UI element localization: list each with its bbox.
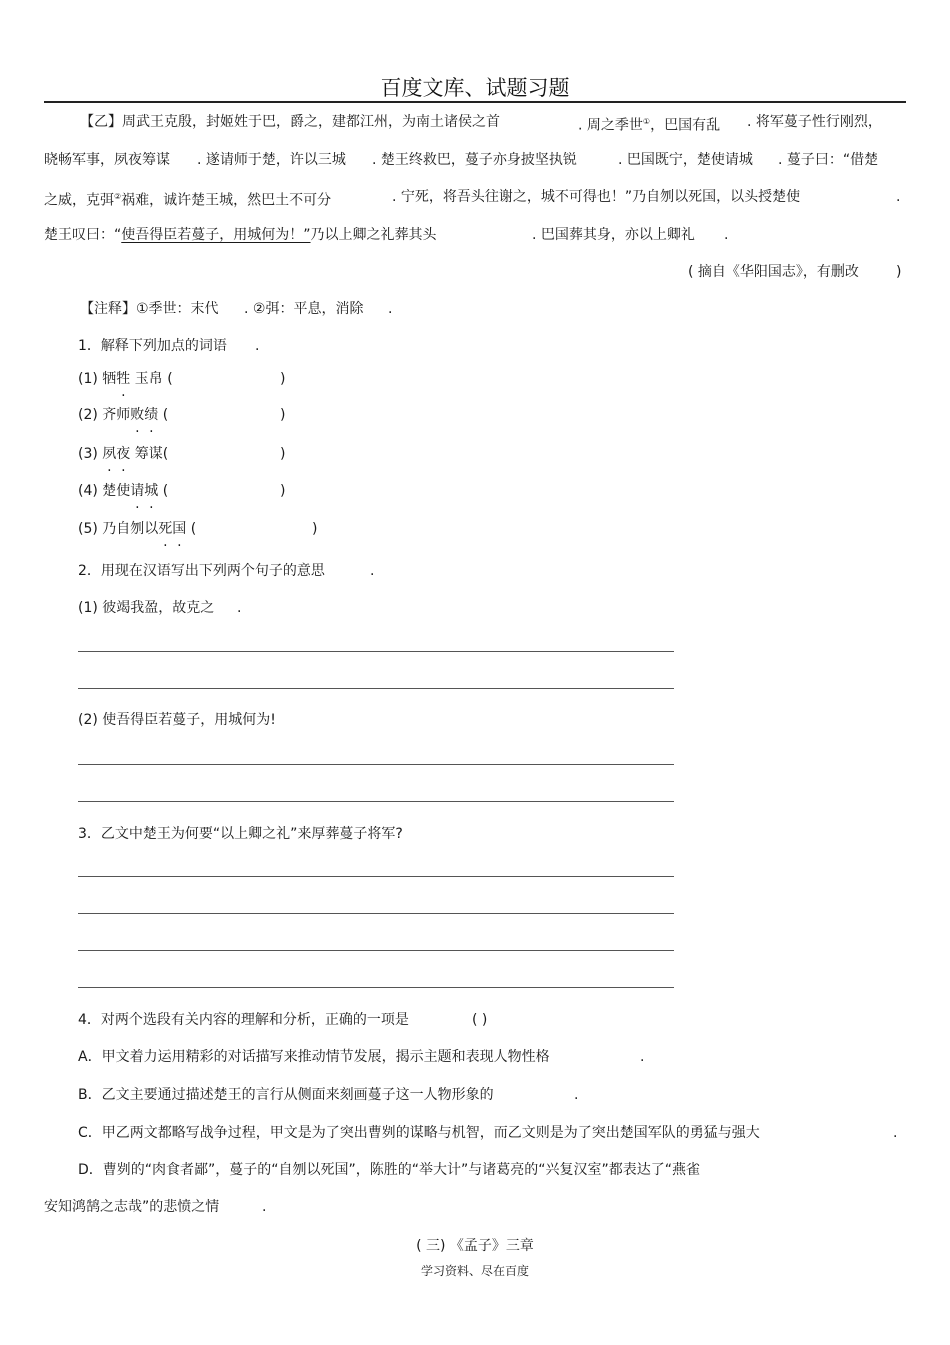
answer-close: ): [280, 483, 286, 499]
passage-text: .: [896, 189, 901, 205]
question-text: 3．乙文中楚王为何要“以上卿之礼”来厚葬蔓子将军?: [78, 826, 403, 842]
option-c-end: .: [893, 1125, 898, 1141]
answer-line[interactable]: [78, 688, 674, 689]
emphasis-dot: 夙: [102, 446, 117, 462]
passage-source-close: [896, 262, 901, 282]
paren-open: (: [167, 371, 173, 387]
option-d-cont: [44, 1197, 219, 1217]
question-text: 2．用现在汉语写出下列两个句子的意思: [78, 563, 325, 579]
source-close: ): [896, 264, 902, 280]
option-c-text: C．甲乙两文都略写战争过程，甲文是为了突出曹刿的谋略与机智，而乙文则是为了突出楚国军队的勇猛与强大: [78, 1125, 760, 1141]
question-1-stem-end: [255, 336, 259, 356]
emphasis-dot: 城: [144, 483, 159, 499]
passage-text: . 楚王终救巴，蔓子亦身披坚执锐: [372, 152, 577, 168]
question-2-sentence-1: [78, 598, 214, 618]
question-2-sentence-1-end: [237, 598, 241, 618]
sentence-text: (1) 彼竭我盈，故克之: [78, 600, 215, 616]
answer-close: ): [280, 407, 286, 423]
answer-close: ): [280, 446, 286, 462]
passage-line-1b: [578, 112, 720, 136]
item-term: 楚使请城: [102, 483, 159, 499]
page-title: 百度文库、试题习题: [380, 76, 570, 100]
passage-text: 晓畅军事，夙夜筹谋: [44, 152, 170, 168]
sentence-text: (2) 使吾得臣若蔓子，用城何为!: [78, 712, 276, 728]
question-4-answer-paren[interactable]: ( ): [472, 1012, 488, 1028]
passage-text: ，巴国有乱: [650, 117, 721, 134]
question-1-item-3: [78, 444, 168, 464]
option-a[interactable]: [78, 1047, 550, 1067]
question-2-sentence-2: [78, 710, 276, 730]
question-1-item-2: [78, 405, 168, 425]
question-2-stem: [78, 561, 325, 581]
option-a-text: A．甲文着力运用精彩的对话描写来推动情节发展，揭示主题和表现人物性格: [78, 1049, 550, 1065]
option-b-text: B．乙文主要通过描述楚王的言行从侧面来刻画蔓子这一人物形象的: [78, 1087, 494, 1103]
option-d[interactable]: [78, 1160, 700, 1180]
passage-line-3b: [392, 187, 800, 207]
passage-line-4b: [532, 225, 695, 245]
answer-line[interactable]: [78, 651, 674, 652]
annotation-text: .: [388, 301, 393, 317]
passage-text: . 巴国既宁，楚使请城: [618, 152, 753, 168]
paren-open: (: [162, 446, 169, 462]
passage-text: 楚王叹曰：“: [44, 227, 122, 243]
option-b-end: .: [574, 1087, 579, 1103]
item-number: (2): [78, 407, 98, 423]
item-number: (3): [78, 446, 98, 462]
emphasis-dot: 绩: [144, 407, 159, 423]
question-2-stem-end: [370, 561, 374, 581]
passage-text: . 蔓子曰：“借楚: [778, 152, 879, 168]
passage-text: .: [724, 227, 729, 243]
source-text: ( 摘自《华阳国志》，有删改: [688, 264, 859, 280]
footnote-ref-2: ②: [114, 192, 122, 201]
passage-text: 乃以上卿之礼葬其头: [310, 227, 437, 243]
passage-text: . 巴国葬其身，亦以上卿礼: [532, 227, 695, 243]
paren-open: (: [162, 483, 169, 499]
item-term: 夙夜 筹谋: [102, 446, 163, 462]
emphasis-dot: 夜: [116, 446, 131, 462]
footer-note: 学习资料、尽在百度: [420, 1264, 529, 1278]
emphasis-dot: 败: [130, 407, 145, 423]
passage-line-1c: [747, 112, 882, 132]
item-term: 乃自刎以死国: [102, 521, 187, 537]
footnote-ref-1: ①: [642, 117, 651, 126]
answer-close: ): [280, 371, 286, 387]
passage-line-2d: [618, 150, 753, 170]
passage-text: 【乙】周武王克殷，封姬姓于巴，爵之，建都江州，为南土诸侯之首: [80, 114, 500, 130]
answer-line[interactable]: [78, 950, 674, 951]
passage-text: 之威，克弭: [44, 192, 114, 209]
item-number: (1): [78, 371, 98, 387]
option-d-text: 安知鸿鹄之志哉”的悲愤之情: [44, 1199, 220, 1215]
question-text: .: [255, 338, 260, 354]
annotation-line: [80, 299, 219, 319]
answer-line[interactable]: [78, 876, 674, 877]
item-number: (4): [78, 483, 98, 499]
item-number: (5): [78, 521, 98, 537]
passage-line-2a: [44, 150, 170, 170]
answer-line[interactable]: [78, 913, 674, 914]
item-term: 牺牲 玉帛: [102, 371, 168, 387]
header-rule: [44, 101, 906, 103]
question-text: .: [370, 563, 375, 579]
option-a-end: .: [640, 1049, 645, 1065]
paren-open: (: [162, 407, 169, 423]
passage-text: . 将军蔓子性行刚烈，: [747, 114, 882, 130]
option-d-end: .: [262, 1199, 267, 1215]
passage-line-4c: [724, 225, 728, 245]
question-1-item-5: [78, 519, 196, 539]
section-heading: ( 三) 《孟子》三章: [416, 1238, 534, 1254]
answer-line[interactable]: [78, 801, 674, 802]
answer-close: ): [312, 521, 318, 537]
sentence-text: .: [237, 600, 242, 616]
annotation-line-c: [388, 299, 392, 319]
passage-line-4a: [44, 225, 437, 245]
annotation-line-b: [244, 299, 363, 319]
passage-text: . 遂请师于楚，许以三城: [197, 152, 346, 168]
passage-source: [688, 262, 859, 282]
passage-line-2e: [778, 150, 878, 170]
answer-line[interactable]: [78, 987, 674, 988]
passage-line-1: [80, 112, 500, 132]
emphasis-dot: 牲: [116, 371, 131, 387]
passage-text: . 宁死，将吾头往谢之，城不可得也！”乃自刎以死国，以头授楚使: [392, 189, 801, 205]
item-term: 齐师败绩: [102, 407, 159, 423]
question-1-item-4: [78, 481, 168, 501]
option-b[interactable]: [78, 1085, 494, 1105]
emphasis-dot: 请: [130, 483, 145, 499]
question-1-stem: [78, 336, 227, 356]
paren-open: (: [190, 521, 197, 537]
emphasis-dot: 死: [158, 521, 173, 537]
emphasis-dot: 国: [172, 521, 187, 537]
annotation-text: . ②弭：平息，消除: [244, 301, 364, 317]
question-text: 1．解释下列加点的词语: [78, 338, 227, 354]
underlined-sentence: 使吾得臣若蔓子，用城何为！”: [121, 227, 311, 243]
option-d-text: D．曹刿的“肉食者鄙”，蔓子的“自刎以死国”，陈胜的“举大计”与诸葛亮的“兴复汉室”都表达了“燕雀: [78, 1162, 701, 1178]
option-c[interactable]: [78, 1123, 760, 1143]
question-1-item-1: [78, 369, 173, 389]
passage-line-2b: [197, 150, 346, 170]
question-text: 4．对两个选段有关内容的理解和分析，正确的一项是: [78, 1012, 409, 1028]
passage-line-3c: [896, 187, 900, 207]
question-3-stem: [78, 824, 403, 844]
passage-text: 祸难，诚许楚王城，然巴土不可分: [121, 192, 332, 209]
passage-line-3a: [44, 187, 331, 211]
passage-text: . 周之季世: [578, 117, 643, 134]
passage-line-2c: [372, 150, 577, 170]
question-4-stem: [78, 1010, 409, 1030]
answer-line[interactable]: [78, 764, 674, 765]
annotation-text: 【注释】①季世：末代: [80, 301, 219, 317]
